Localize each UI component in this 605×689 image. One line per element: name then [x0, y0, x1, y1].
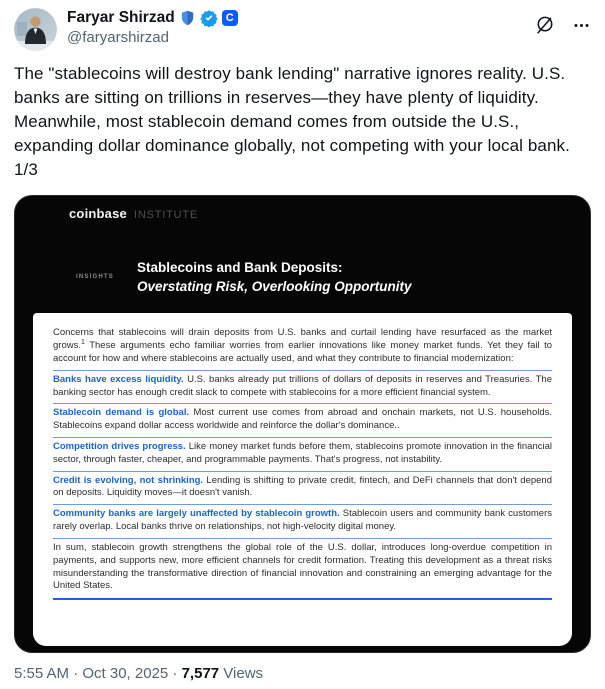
doc-divider: [53, 370, 552, 371]
doc-divider: [53, 437, 552, 438]
footnote-marker: 1: [80, 338, 85, 346]
doc-section-body: U.S. banks already put trillions of dollars of deposits in reserves and Treasuries. The banking sector has enough credit slack to compete with stablecoins for a more efficient financial system.: [53, 373, 552, 398]
embedded-media-card[interactable]: [14, 195, 591, 653]
doc-intro: [53, 327, 552, 365]
doc-divider: [53, 471, 552, 472]
identity-block: [67, 8, 534, 46]
more-button[interactable]: [572, 16, 591, 35]
document-title-row: [15, 258, 590, 296]
avatar[interactable]: [14, 8, 57, 51]
header-actions: [534, 8, 591, 36]
doc-bottom-rule: [53, 598, 552, 600]
document-title-main: Stablecoins and Bank Deposits:: [136, 260, 343, 275]
more-icon: [572, 16, 591, 35]
insights-kicker: INSIGHTS: [76, 274, 114, 281]
doc-section-banks: [53, 374, 552, 400]
doc-section-lead: Banks have excess liquidity.: [53, 373, 184, 385]
doc-section-body: Most current use comes from abroad and onchain markets, not U.S. households. Stablecoins expand dollar access worldwide and reinforce the dollar's dominance..: [53, 407, 553, 432]
tweet-text: The "stablecoins will destroy bank lending" narrative ignores reality. U.S. banks are sitting on trillions in reserves—they have plenty of liquidity. Meanwhile, most stablecoin demand comes from outside the U.S., expanding dollar dominance globally, not competing with your local bank. 1/3: [14, 64, 570, 179]
doc-section-credit: [53, 475, 552, 501]
doc-divider: [53, 538, 552, 539]
tweet-meta-row: [14, 665, 591, 682]
doc-section-competition: [53, 441, 552, 467]
doc-section-demand: [53, 407, 552, 433]
grok-button[interactable]: [534, 14, 556, 36]
institute-label: INSTITUTE: [133, 209, 199, 221]
document-page: [33, 313, 572, 646]
brand-row: [15, 196, 590, 221]
doc-section-lead: Stablecoin demand is global.: [53, 407, 190, 419]
doc-section-community: [53, 508, 552, 534]
doc-section-body: Stablecoin users and community bank customers rarely overlap. Local banks thrive on relationships, not high-velocity digital money.: [53, 508, 552, 533]
views-label: Views: [219, 665, 264, 682]
tweet-header: [14, 8, 591, 51]
doc-closing: In sum, stablecoin growth strengthens the global role of the U.S. dollar, introduces long-overdue competition in payments, and supports new, more efficient channels for credit formation. Treating this development as a threat risks misunderstanding the transformative direction of financial innovation and constraining an emerging advantage for the United States.: [53, 541, 552, 592]
views-count: 7,577: [181, 665, 220, 682]
shield-icon: [179, 9, 196, 27]
doc-intro-text-cont: These arguments echo familiar worries from earlier innovations like money market funds. Yet they fail to account for how and where stablecoins are actually used, and what they contribute to financial modernization:: [53, 340, 552, 364]
grok-icon: [534, 14, 556, 36]
doc-section-body: Like money market funds before them, stablecoins promote innovation in the financial sector, through faster, cheaper, and programmable payments. That's progress, not instability.: [53, 441, 552, 465]
doc-section-lead: Competition drives progress.: [53, 441, 186, 452]
document-title-subtitle: Overstating Risk, Overlooking Opportunity: [136, 279, 412, 295]
avatar-image: [14, 8, 57, 51]
display-name[interactable]: Faryar Shirzad: [67, 9, 175, 26]
doc-section-body: Lending is shifting to private credit, fintech, and DeFi channels that don't depend on deposits. Liquidity moves—it doesn't vanish.: [53, 474, 552, 499]
user-handle[interactable]: @faryarshirzad: [67, 29, 169, 46]
coinbase-affiliate-badge-icon[interactable]: C: [222, 10, 238, 26]
name-row: [67, 9, 534, 27]
document-title: [137, 258, 412, 296]
doc-intro-text: Concerns that stablecoins will drain deposits from U.S. banks and curtail lending have resurfaced as the market grows.: [53, 327, 552, 352]
doc-divider: [53, 504, 552, 505]
doc-section-lead: Credit is evolving, not shrinking.: [53, 474, 204, 486]
doc-divider: [53, 403, 552, 404]
doc-section-lead: Community banks are largely unaffected by stablecoin growth.: [53, 508, 340, 520]
timestamp: 5:55 AM · Oct 30, 2025 ·: [14, 665, 182, 682]
tweet-detail-page: [0, 8, 605, 682]
coinbase-wordmark: coinbase: [69, 206, 127, 221]
verified-badge-icon: [200, 9, 218, 27]
